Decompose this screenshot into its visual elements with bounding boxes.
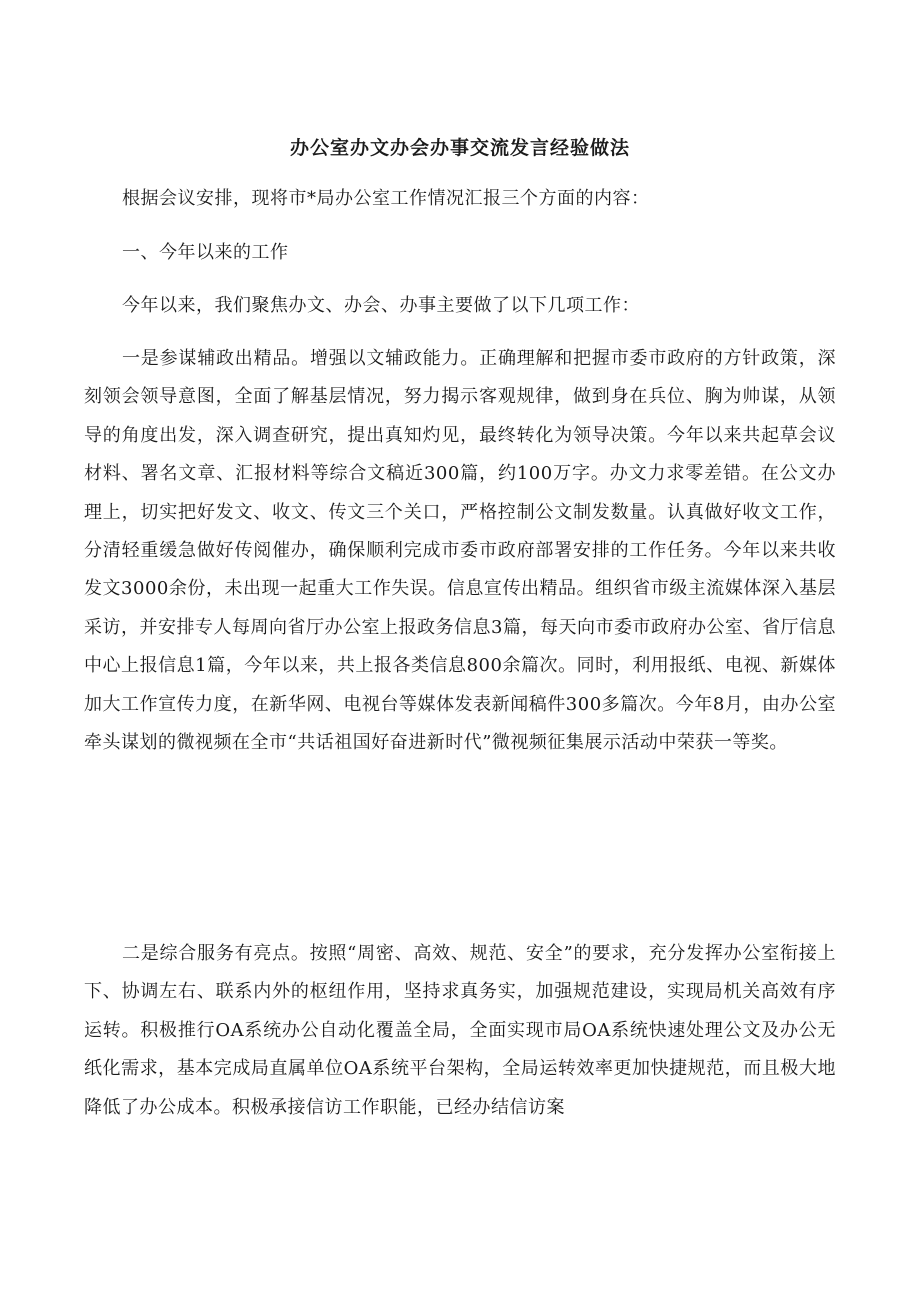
body-paragraph-one: 一是参谋辅政出精品。增强以文辅政能力。正确理解和把握市委市政府的方针政策，深刻领会领导意图，全面了解基层情况，努力揭示客观规律，做到身在兵位、胸为帅谋，从领导的角度出发，深入调查研究，提出真知灼见，最终转化为领导决策。今年以来共起草会议材料、署名文章、汇报材料等综合文稿近300篇，约100万字。办文力求零差错。在公文办理上，切实把好发文、收文、传文三个关口，严格控制公文制发数量。认真做好收文工作，分清轻重缓急做好传阅催办，确保顺利完成市委市政府部署安排的工作任务。今年以来共收发文3000余份，未出现一起重大工作失误。信息宣传出精品。组织省市级主流媒体深入基层采访，并安排专人每周向省厅办公室上报政务信息3篇，每天向市委市政府办公室、省厅信息中心上报信息1篇，今年以来，共上报各类信息800余篇次。同时，利用报纸、电视、新媒体加大工作宣传力度，在新华网、电视台等媒体发表新闻稿件300多篇次。今年8月，由办公室牵头谋划的微视频在全市“共话祖国好奋进新时代”微视频征集展示活动中荣获一等奖。 <box>84 348 836 754</box>
document-title: 办公室办文办会办事交流发言经验做法 <box>289 137 630 159</box>
body-paragraph-two: 二是综合服务有亮点。按照“周密、高效、规范、安全”的要求，充分发挥办公室衔接上下、协调左右、联系内外的枢纽作用，坚持求真务实，加强规范建设，实现局机关高效有序运转。积极推行OA系统办公自动化覆盖全局，全面实现市局OA系统快速处理公文及办公无纸化需求，基本完成局直属单位OA系统平台架构，全局运转效率更加快捷规范，而且极大地降低了办公成本。积极承接信访工作职能，已经办结信访案 <box>84 943 836 1118</box>
intro-paragraph: 根据会议安排，现将市*局办公室工作情况汇报三个方面的内容： <box>122 188 650 209</box>
lead-paragraph: 今年以来，我们聚焦办文、办会、办事主要做了以下几项工作： <box>122 295 640 316</box>
section-heading: 一、今年以来的工作 <box>122 242 289 263</box>
